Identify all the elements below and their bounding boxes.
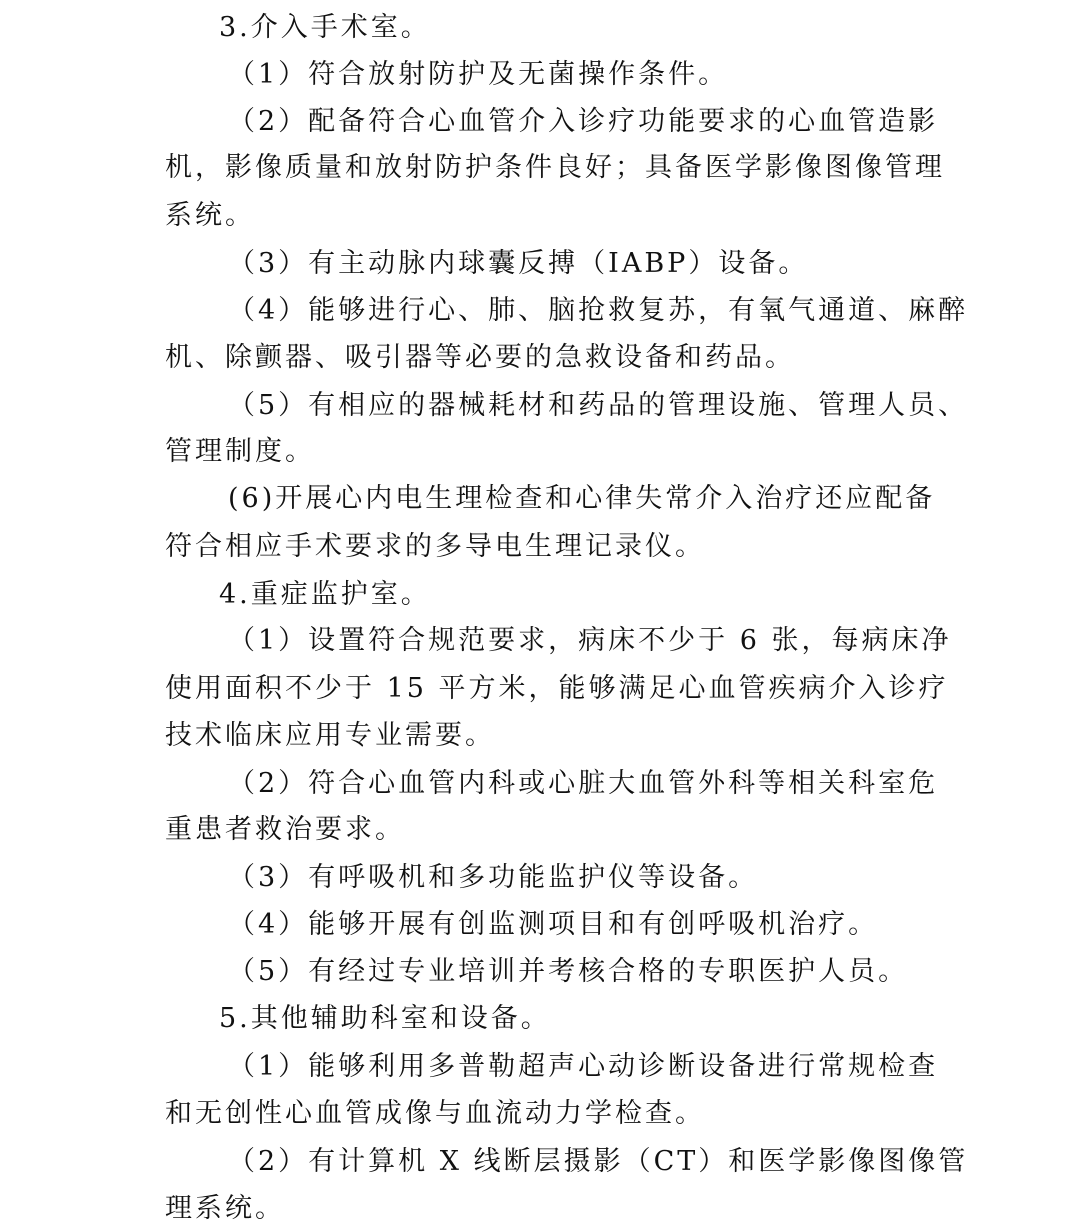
paragraph-line: 重患者救治要求。 — [165, 814, 405, 845]
paragraph-line: （1）符合放射防护及无菌操作条件。 — [228, 59, 729, 90]
paragraph-line: 符合相应手术要求的多导电生理记录仪。 — [165, 531, 705, 562]
paragraph-line: （1）能够利用多普勒超声心动诊断设备进行常规检查 — [228, 1051, 939, 1082]
paragraph-line: 使用面积不少于 15 平方米，能够满足心血管疾病介入诊疗 — [165, 673, 949, 704]
paragraph-line: (6)开展心内电生理检查和心律失常介入治疗还应配备 — [228, 483, 936, 514]
paragraph-line: （2）有计算机 X 线断层摄影（CT）和医学影像图像管 — [228, 1146, 969, 1177]
section-heading-3: 3.介入手术室。 — [219, 12, 431, 43]
paragraph-line: 技术临床应用专业需要。 — [165, 720, 495, 751]
paragraph-line: 机，影像质量和放射防护条件良好；具备医学影像图像管理 — [165, 152, 945, 183]
paragraph-line: 和无创性心血管成像与血流动力学检查。 — [165, 1098, 705, 1129]
paragraph-line: （2）配备符合心血管介入诊疗功能要求的心血管造影 — [228, 106, 939, 137]
paragraph-line: （4）能够进行心、肺、脑抢救复苏，有氧气通道、麻醉 — [228, 295, 969, 326]
paragraph-line: 理系统。 — [165, 1193, 285, 1224]
paragraph-line: 机、除颤器、吸引器等必要的急救设备和药品。 — [165, 342, 795, 373]
paragraph-line: （3）有主动脉内球囊反搏（IABP）设备。 — [228, 248, 809, 279]
paragraph-line: （5）有相应的器械耗材和药品的管理设施、管理人员、 — [228, 390, 969, 421]
section-heading-4: 4.重症监护室。 — [219, 579, 431, 610]
paragraph-line: （4）能够开展有创监测项目和有创呼吸机治疗。 — [228, 909, 879, 940]
paragraph-line: （5）有经过专业培训并考核合格的专职医护人员。 — [228, 956, 909, 987]
paragraph-line: （3）有呼吸机和多功能监护仪等设备。 — [228, 862, 759, 893]
paragraph-line: （2）符合心血管内科或心脏大血管外科等相关科室危 — [228, 768, 939, 799]
paragraph-line: 管理制度。 — [165, 436, 315, 467]
paragraph-line: （1）设置符合规范要求，病床不少于 6 张，每病床净 — [228, 625, 952, 656]
paragraph-line: 系统。 — [165, 200, 255, 231]
section-heading-5: 5.其他辅助科室和设备。 — [219, 1003, 551, 1034]
